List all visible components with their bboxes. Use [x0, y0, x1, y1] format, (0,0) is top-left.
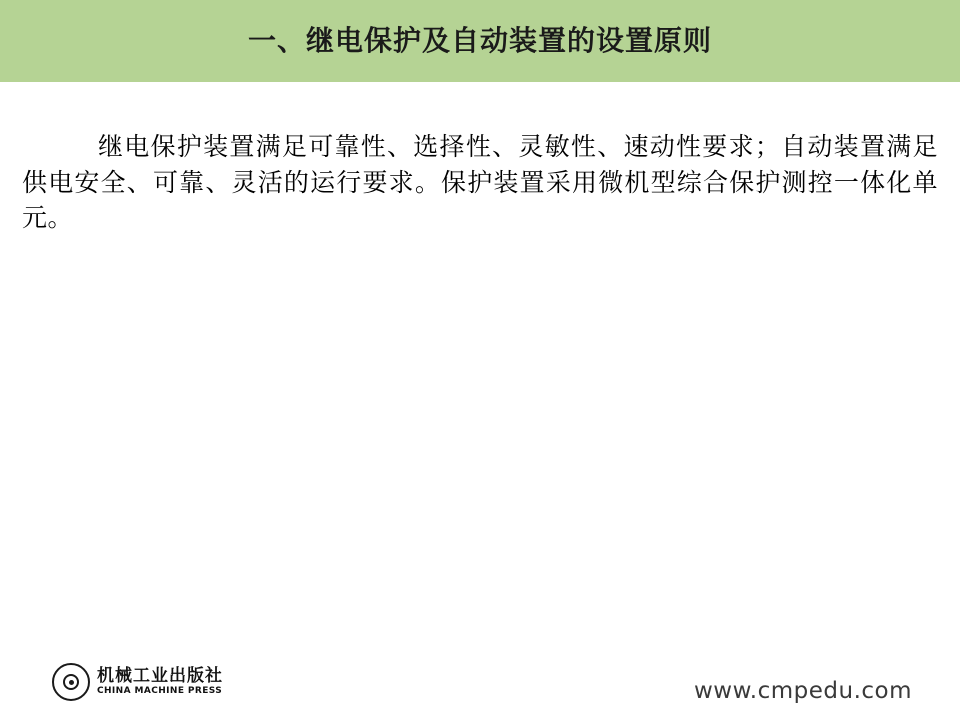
gear-circle-icon [52, 663, 90, 701]
title-banner [0, 0, 960, 82]
publisher-logo-text [97, 667, 223, 697]
publisher-name-en: CHINA MACHINE PRESS [97, 686, 223, 697]
publisher-logo [52, 664, 223, 700]
footer-url: www.cmpedu.com [693, 678, 912, 704]
body-paragraph: 继电保护装置满足可靠性、选择性、灵敏性、速动性要求；自动装置满足供电安全、可靠、灵活的运行要求。保护装置采用微机型综合保护测控一体化单元。 [22, 132, 938, 232]
publisher-name-cn: 机械工业出版社 [97, 665, 223, 686]
body-content [22, 104, 938, 261]
page-title: 一、继电保护及自动装置的设置原则 [247, 24, 712, 58]
slide-footer [0, 640, 960, 718]
